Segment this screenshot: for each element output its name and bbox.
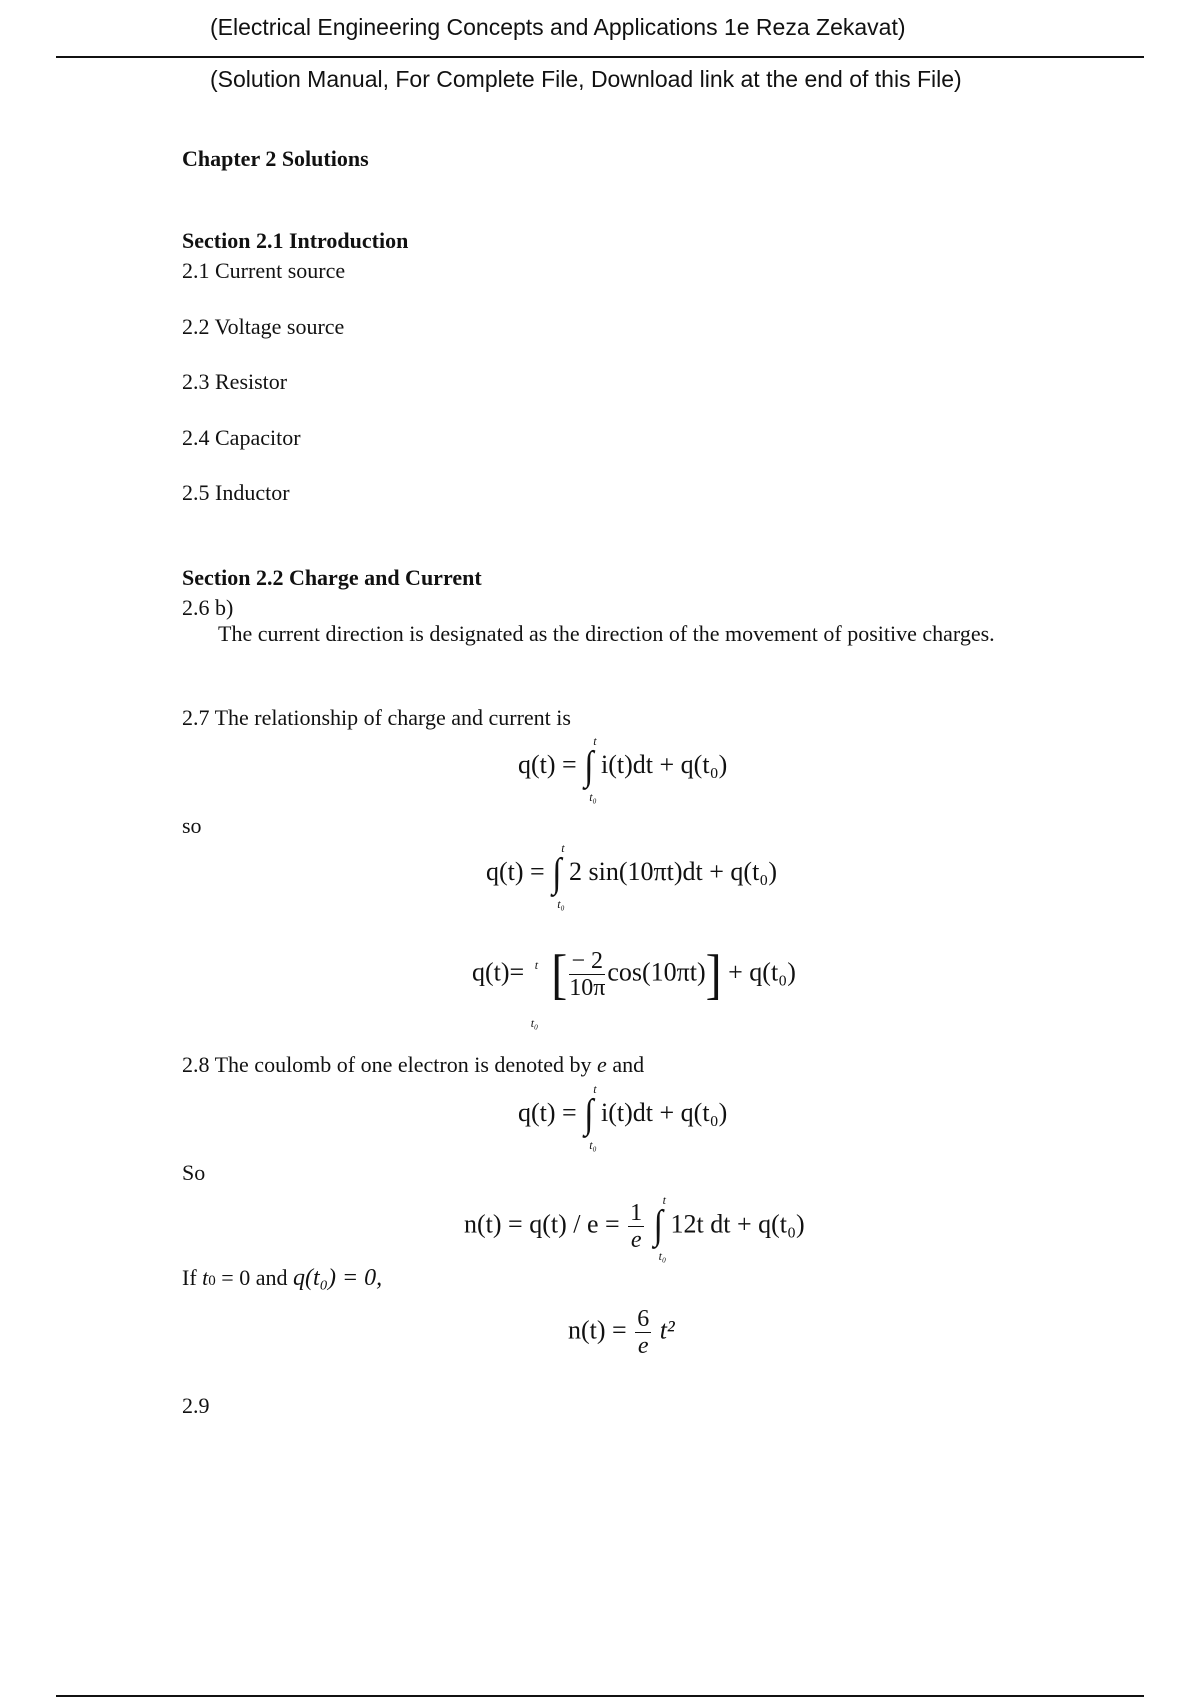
- eq5-lower-limit: t₀: [658, 1249, 667, 1264]
- if-prefix: If: [182, 1265, 197, 1290]
- eq1-lower-limit: t₀: [589, 790, 597, 804]
- eq1-lhs: q(t) =: [518, 750, 577, 779]
- problem-2-8-text: [182, 1052, 644, 1078]
- eq4-lower-limit: t₀: [589, 1138, 597, 1152]
- eq3-body: cos(10πt): [607, 957, 706, 987]
- eq5-integrand: 12t dt + q(t₀): [670, 1209, 805, 1239]
- eq6-fraction: [635, 1306, 651, 1359]
- problem-2-8-prefix: 2.8 The coulomb of one electron is denoted by: [182, 1052, 592, 1077]
- eq5-denominator: e: [630, 1227, 642, 1253]
- if-cond: q(t₀) = 0,: [292, 1265, 383, 1291]
- section-2-1-title: Section 2.1 Introduction: [182, 228, 409, 253]
- eq6-denominator: e: [637, 1333, 649, 1359]
- integral-sign: ∫: [584, 1092, 594, 1137]
- list-item: 2.3 Resistor: [182, 369, 288, 394]
- eq3-lower-limit: t₀: [530, 1016, 539, 1031]
- header-rule: [56, 56, 1144, 58]
- equation-charge-current: [518, 734, 728, 804]
- eq4-lhs: q(t) =: [518, 1098, 577, 1127]
- right-bracket: ]: [705, 943, 722, 1005]
- so-label: so: [182, 813, 202, 838]
- list-item: 2.2 Voltage source: [182, 314, 345, 339]
- chapter-title: Chapter 2 Solutions: [182, 146, 369, 171]
- eq4-upper-limit: t: [593, 1082, 597, 1096]
- eq3-fraction: [569, 948, 605, 1001]
- integral-sign: ∫: [552, 851, 562, 896]
- eq5-lhs: n(t) = q(t) / e =: [464, 1209, 620, 1239]
- problem-2-9-label: 2.9: [182, 1393, 210, 1418]
- eq2-lower-limit: t₀: [557, 897, 565, 911]
- eq3-upper-limit: t: [534, 958, 539, 973]
- list-item: 2.1 Current source: [182, 258, 346, 283]
- problem-2-6-text: The current direction is designated as the direction of the movement of positive charges.: [218, 621, 995, 646]
- eq3-tail: + q(t₀): [728, 957, 796, 987]
- eq6-lhs: n(t) =: [568, 1315, 627, 1345]
- problem-2-6-label: 2.6 b): [182, 595, 234, 620]
- header-title: (Electrical Engineering Concepts and Applications 1e Reza Zekavat): [210, 14, 906, 40]
- equation-charge-cosine: [472, 943, 796, 1031]
- problem-2-8-var: e: [597, 1052, 607, 1077]
- integral-sign: ∫: [653, 1203, 663, 1249]
- if-eq: = 0 and: [221, 1265, 288, 1290]
- so-label-capital: So: [182, 1160, 206, 1185]
- eq5-upper-limit: t: [662, 1193, 667, 1208]
- eq5-numerator: 1: [630, 1200, 643, 1226]
- eq1-upper-limit: t: [593, 734, 597, 748]
- eq3-denominator: 10π: [569, 975, 606, 1001]
- eq4-integrand: i(t)dt + q(t₀): [601, 1098, 728, 1127]
- eq5-fraction: [628, 1200, 644, 1253]
- equation-electron-count-result: [568, 1306, 675, 1359]
- list-item: 2.5 Inductor: [182, 480, 290, 505]
- footer-rule: [56, 1695, 1144, 1697]
- eq6-numerator: 6: [637, 1306, 650, 1332]
- equation-electron-count: [464, 1193, 805, 1264]
- equation-charge-current-repeat: [518, 1082, 728, 1152]
- eq2-upper-limit: t: [561, 841, 565, 855]
- problem-2-7-text: 2.7 The relationship of charge and current is: [182, 705, 571, 730]
- eq2-lhs: q(t) =: [486, 857, 545, 886]
- problem-2-8-suffix: and: [612, 1052, 645, 1077]
- eq3-numerator: − 2: [569, 948, 605, 975]
- equation-charge-sine: [486, 841, 778, 911]
- if-var: t: [202, 1265, 209, 1290]
- eq1-integrand: i(t)dt + q(t₀): [601, 750, 728, 779]
- header-subtitle: (Solution Manual, For Complete File, Download link at the end of this File): [210, 66, 962, 92]
- section-2-2-title: Section 2.2 Charge and Current: [182, 565, 482, 590]
- left-bracket: [: [551, 943, 568, 1005]
- initial-condition: [182, 1265, 382, 1292]
- list-item: 2.4 Capacitor: [182, 425, 301, 450]
- eq3-lhs: q(t)=: [472, 957, 525, 987]
- eq6-tail: t²: [659, 1315, 675, 1345]
- integral-sign: ∫: [584, 744, 594, 789]
- if-sub: 0: [208, 1273, 216, 1289]
- eq2-integrand: 2 sin(10πt)dt + q(t₀): [569, 857, 778, 886]
